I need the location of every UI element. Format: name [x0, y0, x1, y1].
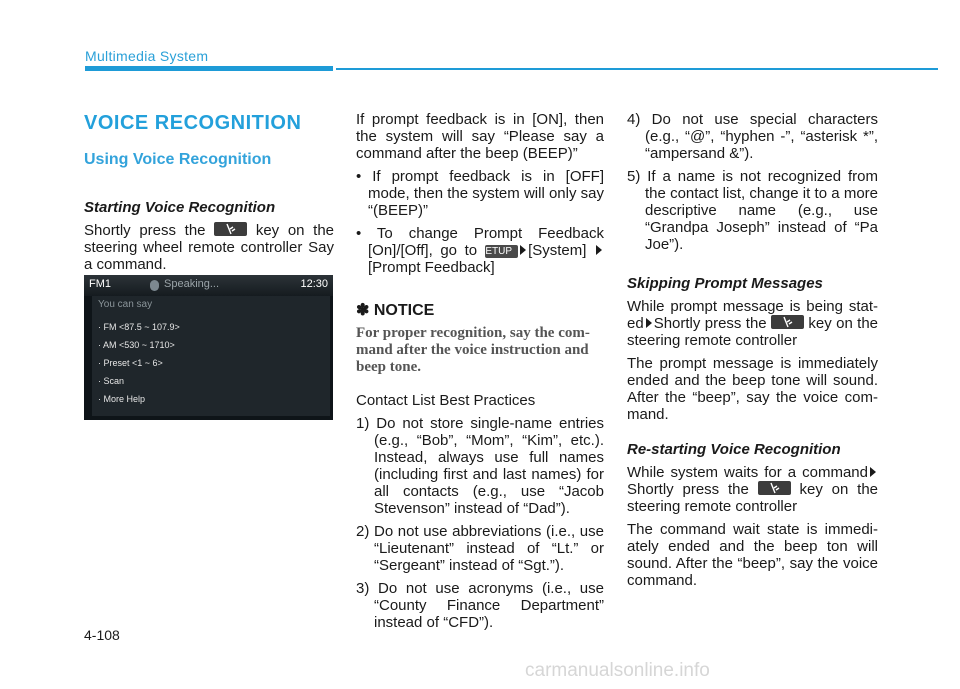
microphone-icon — [150, 280, 159, 291]
bullet-text: [Prompt Feedback] — [368, 259, 495, 276]
bullet-text: [System] — [528, 242, 587, 259]
bullet-text: • To change Prompt Feedback [On]/[Off], go to — [356, 225, 604, 259]
skip-paragraph — [627, 298, 878, 349]
column-3 — [627, 111, 878, 595]
list-item: 3) Do not use acronyms (i.e., use “County Finance Department” instead of “CFD”). — [356, 580, 604, 631]
skip-text: Shortly press the — [653, 315, 767, 332]
starting-heading: Starting Voice Recognition — [84, 199, 276, 216]
list-item: • If prompt feedback is in [OFF] mode, then the system will only say “(BEEP)” — [356, 168, 604, 219]
starting-text-before: Shortly press the — [84, 222, 206, 239]
contact-list-continued — [627, 111, 878, 253]
column-1 — [84, 199, 334, 279]
feedback-intro: If prompt feedback is in [ON], then the system will say “Please say a command after the beep (BEEP)” — [356, 111, 604, 162]
screen-item: · FM <87.5 ~ 107.9> — [98, 322, 180, 332]
skip-paragraph-2: The prompt message is immediately ended and the beep tone will sound. After the “beep”, say the voice com-mand. — [627, 355, 878, 423]
page-number: 4-108 — [84, 627, 120, 643]
screen-status-bar — [84, 275, 333, 296]
notice-title: ✽ NOTICE — [356, 302, 435, 319]
voice-key-icon — [758, 481, 791, 495]
restart-paragraph-2: The command wait state is immedi-ately ended and the beep ton will sound. After the “beep”, say the voice command. — [627, 521, 878, 589]
arrow-right-icon — [646, 318, 652, 328]
column-2 — [356, 111, 604, 637]
screen-item: · More Help — [98, 394, 146, 404]
notice-body: For proper recognition, say the com-mand after the voice instruction and beep tone. — [356, 325, 590, 375]
arrow-right-icon — [520, 245, 526, 255]
skip-text: key on the steering remote controller — [627, 315, 879, 349]
skip-heading: Skipping Prompt Messages — [627, 275, 823, 292]
screen-item: · Preset <1 ~ 6> — [98, 358, 163, 368]
restart-text: key on the steering remote controller — [627, 481, 879, 515]
list-item: 4) Do not use special characters (e.g., “@”, “hyphen -”, “asterisk *”, “ampersand &”). — [627, 111, 878, 162]
restart-paragraph — [627, 464, 878, 515]
skip-text: While prompt message is being stat-ed — [627, 298, 878, 332]
starting-text-after: key on the steering wheel remote controller Say a command. — [84, 222, 335, 273]
list-item: 5) If a name is not recognized from the contact list, change it to a more descriptive name (e.g., use “Grandpa Joseph” instead of “Pa Joe”). — [627, 168, 878, 253]
starting-paragraph — [84, 222, 334, 273]
list-item — [356, 225, 604, 276]
page-title: VOICE RECOGNITION — [84, 112, 302, 134]
section-header: Multimedia System — [85, 48, 209, 64]
voice-key-icon — [771, 315, 804, 329]
arrow-right-icon — [596, 245, 602, 255]
contact-heading: Contact List Best Practices — [356, 392, 536, 409]
screen-item: · Scan — [98, 376, 125, 386]
voice-screen — [84, 275, 333, 420]
header-bar-thin — [336, 68, 938, 70]
arrow-right-icon — [870, 467, 876, 477]
screen-panel — [92, 296, 330, 416]
list-item: 2) Do not use abbreviations (i.e., use “Lieutenant” instead of “Lt.” or “Sergeant” instead of “Sgt.”). — [356, 523, 604, 574]
list-item: 1) Do not store single-name entries (e.g., “Bob”, “Mom”, “Kim”, etc.). Instead, always use full names (including first and last names) for all contacts (e.g., use “Jacob Stevenson” instead of “Dad”). — [356, 415, 604, 517]
restart-text: Shortly press the — [627, 481, 749, 498]
screen-item: · AM <530 ~ 1710> — [98, 340, 175, 350]
page-subtitle: Using Voice Recognition — [84, 151, 272, 168]
restart-heading: Re-starting Voice Recognition — [627, 441, 841, 458]
voice-key-icon — [214, 222, 247, 236]
screen-status: Speaking... — [164, 278, 220, 290]
header-bar-thick — [85, 66, 333, 71]
contact-list — [356, 415, 604, 631]
screen-header: You can say — [98, 299, 153, 310]
screen-band: FM1 — [89, 278, 111, 290]
watermark: carmanualsonline.info — [525, 660, 710, 681]
feedback-list — [356, 168, 604, 276]
restart-text: While system waits for a command — [627, 464, 868, 481]
screen-time: 12:30 — [300, 278, 328, 290]
setup-key: SETUP — [485, 245, 518, 258]
